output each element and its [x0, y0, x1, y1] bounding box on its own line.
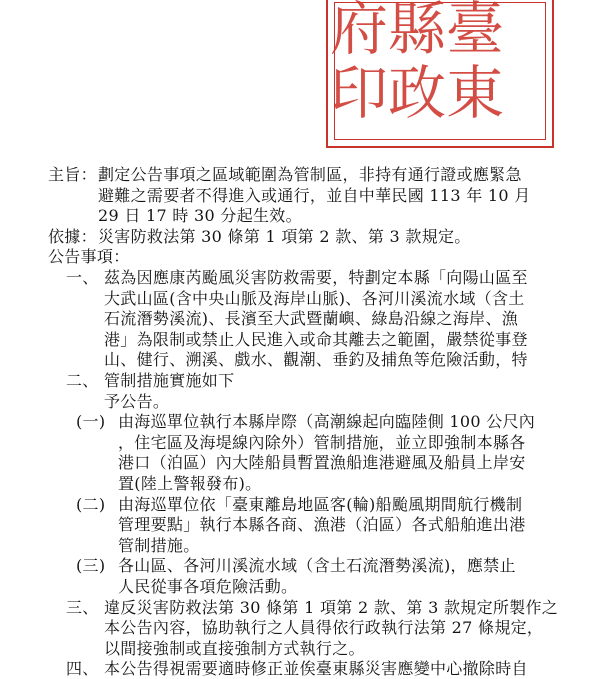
subitem-line: 管制措施。: [118, 536, 200, 555]
subject-line: 29 日 17 時 30 分起生效。: [98, 206, 302, 225]
seal-glyph: 政: [388, 59, 447, 127]
item-line: 違反災害防救法第 30 條第 1 項第 2 款、第 3 款規定所製作之: [104, 598, 559, 617]
item-line: 本公告得視需要適時修正並俟臺東縣災害應變中心撤除時自: [104, 659, 528, 678]
item-line: 管制措施實施如下: [104, 371, 235, 390]
subitem-line: 港口（泊區）內大陸船員暫置漁船進港避風及船員上岸安: [118, 453, 526, 472]
notice-label: 公告事項：: [48, 247, 130, 266]
seal-glyph: 府: [330, 0, 389, 63]
item-line: 予公告。: [104, 392, 170, 411]
subject-line: 劃定公告事項之區域範圍為管制區，非持有通行證或應緊急: [98, 165, 522, 184]
subject-label: 主旨：: [48, 165, 97, 184]
subitem-line: 置(陸上警報發布)。: [118, 474, 262, 493]
subitem-line: 人民從事各項危險活動。: [118, 577, 298, 596]
subject-line: 避難之需要者不得進入或通行，並自中華民國 113 年 10 月: [98, 186, 531, 205]
basis-text: 災害防救法第 30 條第 1 項第 2 款、第 3 款規定。: [98, 227, 471, 246]
seal-glyph: 臺: [446, 0, 505, 63]
item-number: 三、: [66, 598, 99, 617]
subitem-line: 由海巡單位依「臺東離島地區客(輪)船颱風期間航行機制: [118, 495, 523, 514]
subitem-number: (一): [76, 412, 106, 431]
item-line: 大武山區(含中央山脈及海岸山脈)、各河川溪流水域（含土: [104, 289, 525, 308]
item-line: 以間接強制或直接強制方式執行之。: [104, 639, 365, 658]
seal-glyph: 縣: [388, 0, 447, 63]
item-line: 茲為因應康芮颱風災害防救需要，特劃定本縣「向陽山區至: [104, 268, 528, 287]
seal-glyph: 東: [446, 59, 505, 127]
subitem-line: 由海巡單位執行本縣岸際（高潮線起向臨陸側 100 公尺內: [118, 412, 536, 431]
item-number: 四、: [66, 659, 99, 678]
item-number: 二、: [66, 371, 99, 390]
basis-label: 依據：: [48, 227, 97, 246]
subitem-line: 各山區、各河川溪流水域（含土石流潛勢溪流)，應禁止: [118, 556, 516, 575]
item-number: 一、: [66, 268, 99, 287]
item-line: 山、健行、溯溪、戲水、觀潮、垂釣及捕魚等危險活動，特: [104, 350, 528, 369]
subitem-line: ，住宅區及海堤線內除外）管制措施，並立即強制本縣各: [118, 433, 526, 452]
subitem-number: (二): [76, 495, 106, 514]
seal-glyph: 印: [330, 59, 389, 127]
item-line: 石流潛勢溪流)、長濱至大武暨蘭嶼、綠島沿線之海岸、漁: [104, 309, 519, 328]
subitem-number: (三): [76, 556, 106, 575]
item-line: 本公告內容，協助執行之人員得依行政執行法第 27 條規定，: [104, 618, 544, 637]
item-line: 港」為限制或禁止人民進入或命其離去之範圍，嚴禁從事登: [104, 330, 528, 349]
subitem-line: 管理要點」執行本縣各商、漁港（泊區）各式船舶進出港: [118, 515, 526, 534]
